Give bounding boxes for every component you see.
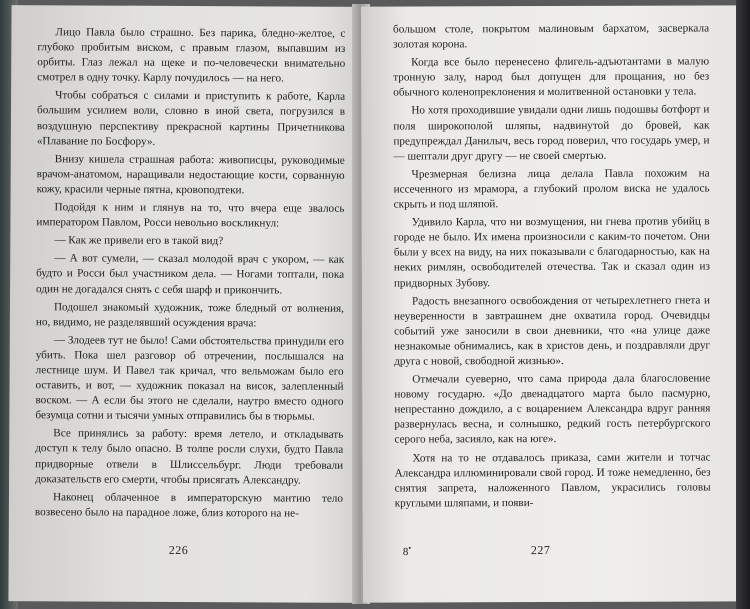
left-page bbox=[8, 5, 363, 603]
paragraph: Чтобы собраться с силами и приступить к работе, Карла большим усилием воли, словно в иной света, погрузился в воздушную перспективу прекрасной картины Причетникова «Плавание по Босфору». bbox=[36, 89, 346, 148]
paragraph: Все принялись за работу: время летело, и откладывать доступ к телу было опасно. В толпе росли слухи, будто Павла придворные отвели в Шлиссельбург. Люди требовали доказательств его смерти, чтобы присягать Александру. bbox=[35, 427, 344, 487]
paragraph: Внизу кишела страшная работа: живописцы, руководимые врачом-анатомом, наращивали недостающие кости, сорванную кожу, красили черные пятна, кровоподтеки. bbox=[36, 153, 345, 197]
paragraph: — Как же привели его в такой вид? bbox=[54, 234, 224, 248]
right-page bbox=[361, 5, 739, 602]
paragraph: Радость внезапного освобождения от четырехлетнего гнета и неуверенности в завтрашнем дне охватила город. Очевидцы событий уже заносили в свои дневники, что «на улице даже незнакомые обнимались, как в христов день, и поздравляли друг друга с новой, свободной жизнью». bbox=[394, 294, 711, 368]
left-page-text bbox=[35, 25, 346, 522]
paragraph: Удивило Карла, что ни возмущения, ни гнева против убийц в городе не было. Их имена произносили с каким-то почетом. Они были у всех на виду, на них показывали с благодарностью, как на неких римлян, освободителей отечества. Так и сказал один из придворных Зубову. bbox=[393, 215, 710, 290]
signature-mark: 8• bbox=[402, 543, 412, 559]
paragraph: Хотя на то не отдавалось приказа, сами жители и тотчас Александра иллюминировали свой город. И тоже немедленно, без снятия запрета, наложенного Павлом, украсились головы круглыми шляпами, и появи- bbox=[394, 450, 711, 510]
page-number-right: 227 bbox=[530, 543, 551, 558]
right-page-text bbox=[393, 21, 711, 511]
background-right-edge bbox=[736, 0, 750, 609]
paragraph: Лицо Павла было страшно. Без парика, бледно-желтое, с глубоко пробитым виском, с правым глазом, выпавшим из орбиты. Глаз лежал на щеке и по-человечески внимательно смотрел в одну точку. Карлу почудилось — на него. bbox=[37, 26, 346, 85]
paragraph: — Злодеев тут не было! Сами обстоятельства принудили его убить. Пока шел разговор об отречении, послышался на лестнице шум. И Павел так кричал, что вельможам было его оставить, и вот, — художник показал на висок, залепленный воском. — А если бы этого не сделали, наутро вместо одного безумца сотни и тысячи умных отправились бы в тюрьмы. bbox=[35, 334, 344, 423]
paragraph: Подошел знакомый художник, тоже бледный от волнения, но, видимо, не разделявший осуждения врача: bbox=[35, 300, 345, 330]
paragraph: Наконец облаченное в императорскую мантию тело возвесено было на парадное ложе, близ которого на не- bbox=[34, 491, 344, 520]
paragraph: Подойдя к ним и глянув на то, что вчера еще звалось императором Павлом, Росси невольно воскликнул: bbox=[36, 201, 345, 230]
paragraph: Но хотя проходившие увидали одни лишь подошвы ботфорт и поля широкополой шляпы, надвинутой до бровей, как предупреждал Данилыч, весь город поверил, что государь умер, и — шептали друг другу — не своей смертью. bbox=[393, 103, 710, 163]
paragraph-continued: большом столе, покрытом малиновым бархатом, засверкала золотая корона. bbox=[393, 22, 710, 51]
page-number-left: 226 bbox=[168, 542, 189, 558]
paragraph: Чрезмерная белизна лица делала Павла похожим на иссеченного из мрамора, а глубокий пролом виска не удалось скрыть и под шляпой. bbox=[393, 167, 710, 211]
paragraph: Когда все было перенесено флигель-адъютантами в малую тронную залу, народ был допущен для прощания, но без обычного коленопреклонения и молитвенной остановки у тела. bbox=[393, 55, 710, 99]
paragraph: — А вот сумели, — сказал молодой врач с укором, — как будто и Росси был участником дела. — Ногами топтали, пока один не догадался снять с себя шарф и прикончить. bbox=[36, 252, 345, 297]
paragraph: Отмечали суеверно, что сама природа дала благословение новому государю. «До двенадцатого марта было пасмурно, непрестанно дождило, а с воцарением Александра вдруг ранняя развернулась весна, и солнышко, редкий гость петербургского серого неба, засияло, как на юге». bbox=[394, 372, 711, 446]
